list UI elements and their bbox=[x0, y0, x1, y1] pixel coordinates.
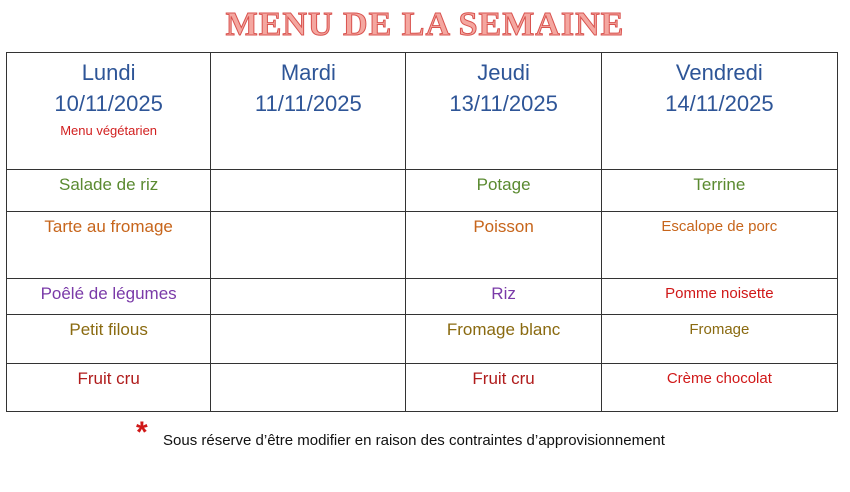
menu-cell-empty bbox=[211, 170, 406, 212]
day-header-thursday bbox=[406, 53, 601, 170]
day-header-friday bbox=[601, 53, 837, 170]
menu-cell bbox=[406, 364, 601, 412]
dish-label: Fromage blanc bbox=[446, 320, 561, 339]
menu-cell bbox=[406, 315, 601, 364]
dish-label: Fruit cru bbox=[472, 369, 535, 388]
dish-label: Tarte au fromage bbox=[44, 217, 173, 236]
asterisk-icon: * bbox=[136, 416, 148, 449]
menu-cell bbox=[601, 212, 837, 279]
day-header-tuesday bbox=[211, 53, 406, 170]
table-row-side bbox=[7, 279, 838, 315]
dish-label: Poisson bbox=[473, 217, 534, 236]
footnote-text: Sous réserve d’être modifier en raison des contraintes d’approvisionnement bbox=[163, 432, 665, 449]
dish-label: Riz bbox=[491, 284, 516, 303]
menu-cell bbox=[7, 212, 211, 279]
day-name: Lundi bbox=[81, 60, 136, 85]
day-date: 11/11/2025 bbox=[254, 91, 362, 116]
menu-cell bbox=[7, 315, 211, 364]
menu-cell bbox=[601, 279, 837, 315]
table-header-row bbox=[7, 53, 838, 170]
weekly-menu-table bbox=[6, 52, 838, 412]
menu-cell-empty bbox=[211, 212, 406, 279]
menu-cell bbox=[7, 364, 211, 412]
menu-cell-empty bbox=[211, 315, 406, 364]
menu-cell bbox=[601, 364, 837, 412]
day-name: Mardi bbox=[280, 60, 336, 85]
day-name: Jeudi bbox=[477, 60, 530, 85]
page-title: MENU DE LA SEMAINE bbox=[225, 6, 625, 43]
menu-cell bbox=[601, 170, 837, 212]
footnote bbox=[136, 418, 836, 458]
table-row-main bbox=[7, 212, 838, 279]
dish-label: Fruit cru bbox=[77, 369, 140, 388]
menu-cell bbox=[406, 170, 601, 212]
dish-label: Pomme noisette bbox=[665, 285, 774, 302]
day-name: Vendredi bbox=[675, 60, 763, 85]
dish-label: Terrine bbox=[693, 175, 746, 194]
dish-label: Salade de riz bbox=[59, 175, 159, 194]
day-header-monday bbox=[7, 53, 211, 170]
dish-label: Potage bbox=[476, 175, 531, 194]
dish-label: Escalope de porc bbox=[661, 218, 778, 235]
dish-label: Poêlé de légumes bbox=[40, 284, 177, 303]
table-row-dairy bbox=[7, 315, 838, 364]
day-note: Menu végétarien bbox=[60, 123, 158, 138]
dish-label: Petit filous bbox=[69, 320, 148, 339]
menu-cell bbox=[601, 315, 837, 364]
table-row-starter bbox=[7, 170, 838, 212]
dish-label: Fromage bbox=[689, 321, 750, 338]
day-date: 10/11/2025 bbox=[54, 91, 163, 116]
table-row-dessert bbox=[7, 364, 838, 412]
day-date: 13/11/2025 bbox=[449, 91, 558, 116]
menu-cell bbox=[406, 279, 601, 315]
menu-cell-empty bbox=[211, 364, 406, 412]
menu-cell bbox=[7, 170, 211, 212]
day-date: 14/11/2025 bbox=[665, 91, 774, 116]
menu-cell bbox=[7, 279, 211, 315]
menu-cell bbox=[406, 212, 601, 279]
dish-label: Crème chocolat bbox=[666, 370, 772, 387]
menu-cell-empty bbox=[211, 279, 406, 315]
